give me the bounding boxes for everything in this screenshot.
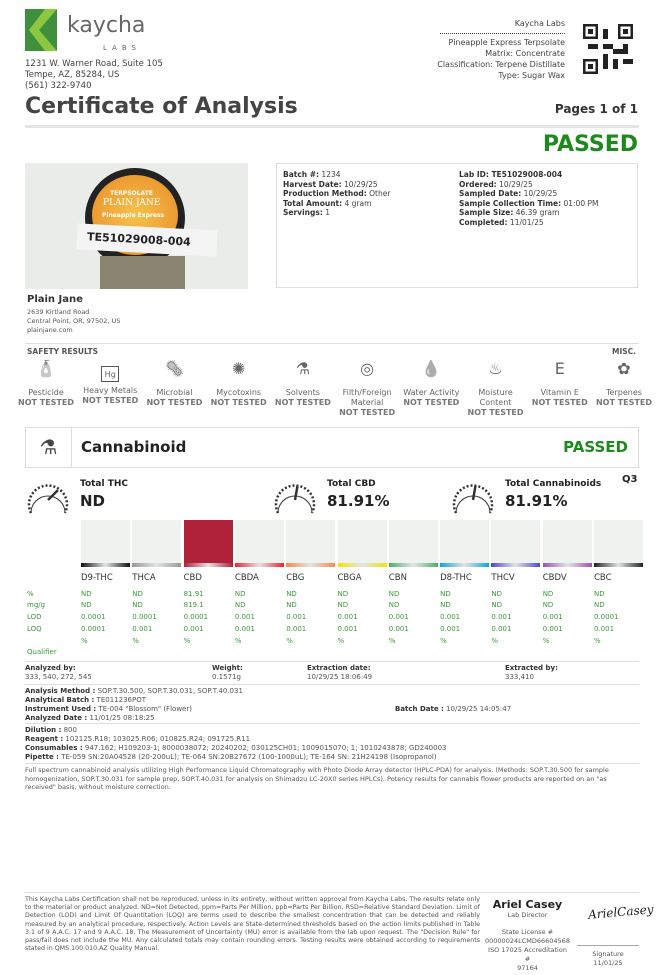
analyzed-by: 333, 540, 272, 545: [25, 673, 92, 681]
info-row: Servings: 1: [283, 208, 330, 217]
reagent: Reagent : 102125.R18; 103025.R06; 010825.R24; 091725.R11: [25, 735, 251, 743]
sample-photo: TERPSOLATE PLAIN JANE Pineapple Express TE51029008-004: [25, 163, 248, 289]
iso-accreditation: 97164: [517, 964, 538, 972]
safety-results-title: SAFETY RESULTS: [27, 347, 99, 356]
analyte-lod: 0.0001: [81, 613, 106, 621]
analyte-bar: [491, 520, 540, 563]
analyte-pct: 81.91: [183, 590, 204, 598]
analyte-loq: 0.001: [337, 625, 358, 633]
analyte-color-strip: [389, 563, 438, 567]
analyte-pct: ND: [440, 590, 451, 598]
cannabinoid-title: Cannabinoid: [81, 438, 187, 456]
analyte-unit: %: [388, 637, 396, 645]
info-row: Lab ID: TE51029008-004: [459, 170, 563, 179]
vitamin-e-icon: E: [554, 359, 565, 378]
analyte-lod: 0.001: [491, 613, 512, 621]
analyte-loq: 0.0001: [81, 625, 106, 633]
cannabinoid-status: PASSED: [563, 438, 628, 456]
lab-address-2: Tempe, AZ, 85284, US: [25, 70, 120, 80]
method-note: Full spectrum cannabinoid analysis utilizing High Performance Liquid Chromatography with Photo Diode Array detector (HPLC-PDA) for analysis. (Methods: SOP.T.30.500 for sample homogenization, SOP.T.30.031 for sample prep, SOP.T.40.031 for analysis on Shimadzu LC-20X0 series HPLCs). Potency results for cannabis flower products are reported on an "as received" basis, without moisture correction.: [25, 766, 609, 791]
analyte-name: CBDV: [542, 573, 567, 583]
analyte-lod: 0.001: [440, 613, 461, 621]
analyte-mgg: ND: [440, 601, 451, 609]
analyte-bar: [132, 520, 181, 563]
analyte-mgg: ND: [81, 601, 92, 609]
analyte-pct: ND: [594, 590, 605, 598]
weight: 0.1571g: [212, 673, 241, 681]
analyte-color-strip: [132, 563, 181, 567]
analyte-pct: ND: [234, 590, 246, 598]
analyte-bar: [440, 520, 489, 563]
analyte-unit: %: [491, 637, 499, 645]
analyte-color-strip: [286, 563, 335, 567]
analyte-lod: 0.001: [234, 613, 255, 621]
product-type: Type: Sugar Wax: [498, 71, 565, 80]
analyte-cbc: [594, 520, 645, 583]
analyte-pct: ND: [542, 590, 554, 598]
analyte-cbn: [389, 520, 440, 583]
client-website[interactable]: plainjane.com: [27, 326, 73, 334]
analytical-batch: Analytical Batch : TE011236POT: [25, 696, 146, 704]
classification: Classification: Terpene Distillate: [437, 60, 565, 69]
instrument-used: Instrument Used : TE-004 "Blossom" (Flower) Batch Date : 10/29/25 14:05:47: [25, 705, 512, 713]
batch-date: Batch Date : 10/29/25 14:05:47: [395, 705, 512, 713]
analyte-cbda: [235, 520, 286, 583]
info-row: Batch #: 1234: [283, 170, 341, 179]
row-label: Qualifier: [27, 648, 57, 656]
analyte-loq: 0.001: [183, 625, 204, 633]
safety-item-moisture-content: ♨ Moisture Content NOT TESTED: [466, 364, 526, 418]
info-row: Sampled Date: 10/29/25: [459, 189, 558, 198]
analyte-bar: [184, 520, 233, 563]
analyte-bar: [286, 520, 335, 563]
analyte-bar: [338, 520, 387, 563]
analyte-lod: 0.001: [286, 613, 307, 621]
safety-item-microbial: 🦠 Microbial NOT TESTED: [144, 364, 204, 418]
analyte-d9-thc: [81, 520, 132, 583]
analyte-cbd: [184, 520, 235, 583]
cannabinoid-panel: [25, 428, 639, 468]
page-title: Certificate of Analysis: [25, 94, 298, 119]
analyte-pct: ND: [132, 590, 143, 598]
analyte-unit: %: [337, 637, 345, 645]
analyte-mgg: 819.1: [183, 601, 204, 609]
drops-icon: ♨: [488, 359, 503, 378]
analyte-loq: 0.001: [132, 625, 153, 633]
virus-icon: ✺: [231, 359, 246, 378]
analyte-loq: 0.001: [491, 625, 512, 633]
overall-status: PASSED: [542, 132, 638, 157]
kaycha-logo: kaycha LABS: [25, 9, 155, 59]
product-name: Pineapple Express Terpsolate: [448, 38, 565, 47]
signer-name: Ariel Casey: [492, 898, 563, 911]
client-name: Plain Jane: [27, 294, 83, 305]
header-lab-name: Kaycha Labs: [514, 19, 565, 28]
analyte-d8-thc: [440, 520, 491, 583]
analyte-color-strip: [491, 563, 540, 567]
analyte-cbga: [338, 520, 389, 583]
analyte-bar: [81, 520, 130, 563]
safety-item-mycotoxins: ✺ Mycotoxins NOT TESTED: [209, 364, 269, 418]
lab-address-1: 1231 W. Warner Road, Suite 105: [25, 59, 163, 69]
analyte-lod: 0.001: [542, 613, 563, 621]
analyte-pct: ND: [388, 590, 400, 598]
analyte-color-strip: [543, 563, 592, 567]
analyte-mgg: ND: [234, 601, 246, 609]
analyte-loq: 0.001: [542, 625, 563, 633]
analyte-name: CBN: [388, 573, 407, 583]
safety-item-terpenes: ✿ Terpenes NOT TESTED: [594, 364, 654, 418]
analyte-loq: 0.001: [286, 625, 307, 633]
analyte-lod: 0.001: [337, 613, 358, 621]
analyte-name: D9-THC: [81, 573, 113, 583]
analyte-mgg: ND: [594, 601, 605, 609]
analyte-pct: ND: [286, 590, 297, 598]
analyte-mgg: ND: [388, 601, 400, 609]
matrix: Matrix: Concentrate: [485, 49, 565, 58]
dilution: Dilution : 800: [25, 726, 77, 734]
analyte-mgg: ND: [286, 601, 297, 609]
signature-date: 11/01/25: [593, 959, 623, 967]
sample-label: TE51029008-004: [86, 230, 192, 249]
analyte-loq: 0.001: [234, 625, 255, 633]
analyte-color-strip: [594, 563, 643, 567]
analyte-name: D8-THC: [440, 573, 472, 583]
row-label: %: [27, 590, 34, 598]
analysis-method: Analysis Method : SOP.T.30.500, SOP.T.30.031, SOP.T.40.031: [25, 687, 243, 695]
analyte-lod: 0.0001: [132, 613, 157, 621]
analyte-mgg: ND: [132, 601, 143, 609]
row-label: mg/g: [27, 601, 46, 609]
analyte-name: CBG: [286, 573, 305, 583]
analyte-unit: %: [542, 637, 550, 645]
state-license: 00000024LCMD66604568: [485, 937, 570, 945]
analyte-lod: 0.0001: [594, 613, 619, 621]
page-count: Pages 1 of 1: [554, 102, 638, 116]
analyte-name: THCA: [132, 573, 156, 583]
disclaimer: This Kaycha Labs Certification shall not be reproduced, unless in its entirety, without written approval from Kaycha Labs. The results relate only to the material or product analyzed. ND=Not Detected, ppm=Parts Per Million, ppb=Parts Per Billion, RSD=Relative Standard Deviation. Limit of Detection (LOD) and Limit Of Quantitation (LOQ) are terms used to describe the smallest concentration that can be detected and reliably measured by an analytical procedure, respectively. Action Levels are State-determined thresholds based on the action limits published in Table 3.1 of 9 A.A.C. 17 and 9 A.A.C. 18. The Measurement of Uncertainty (MU) error is available from the lab upon request. The "Decision Rule" for pass/fail does not include the MU. Any calculated totals may contain rounding errors. Testing results were obtained according to requirements stated in QMS.100.010.AZ Quality Manual.: [25, 896, 480, 953]
qr-code[interactable]: [583, 24, 633, 74]
info-row: Ordered: 10/29/25: [459, 179, 533, 189]
pipette: Pipette : TE-059 SN:20A04528 (20-200uL); TE-064 SN:20B27672 (100-1000uL); TE-164 SN: 21H24198 (Isopropanol): [25, 753, 437, 761]
signature-image: ArielCasey: [587, 902, 655, 922]
analyte-name: CBDA: [234, 573, 259, 583]
analyte-mgg: ND: [542, 601, 554, 609]
analyte-bar: [594, 520, 643, 563]
info-row: Harvest Date: 10/29/25: [283, 179, 378, 189]
analyte-pct: ND: [337, 590, 349, 598]
flask-icon: ⚗: [26, 428, 72, 467]
analyte-mgg: ND: [337, 601, 349, 609]
analyte-color-strip: [440, 563, 489, 567]
analyte-name: CBD: [183, 573, 202, 583]
analyte-cbdv: [543, 520, 594, 583]
analyte-cbg: [286, 520, 337, 583]
analyte-loq: 0.001: [388, 625, 409, 633]
info-row: Sample Size: 46.39 gram: [459, 208, 560, 217]
analyte-unit: %: [286, 637, 293, 645]
spray-bottle-icon: 🧴: [36, 359, 56, 378]
analyte-unit: %: [132, 637, 139, 645]
row-label: LOD: [27, 613, 42, 621]
analyte-color-strip: [338, 563, 387, 567]
safety-item-water-activity: 💧 Water Activity NOT TESTED: [403, 359, 460, 407]
analyte-color-strip: [184, 563, 233, 567]
analyte-name: CBGA: [337, 573, 362, 583]
row-label: LOQ: [27, 625, 42, 633]
analyte-name: CBC: [594, 573, 612, 583]
analyte-mgg: ND: [491, 601, 503, 609]
gauge-icon: [272, 477, 318, 521]
analyte-name: THCV: [491, 573, 515, 583]
analyte-unit: %: [440, 637, 447, 645]
gauge-icon: [450, 477, 496, 521]
safety-item-heavy-metals: Hg Heavy Metals NOT TESTED: [80, 364, 140, 418]
analyte-unit: %: [81, 637, 88, 645]
safety-item-vitamin-e: E Vitamin E NOT TESTED: [530, 364, 590, 418]
analyte-lod: 0.0001: [183, 613, 209, 621]
consumables: Consumables : 947.162; H109203-1; 8000038072; 20240202; 030125CH01; 1009015070; 1; 1010243878; GD240003: [25, 744, 447, 752]
analyte-bar: [389, 520, 438, 563]
analyte-thcv: [491, 520, 542, 583]
analyte-unit: %: [594, 637, 601, 645]
hg-icon: Hg: [101, 366, 119, 382]
lab-phone: (561) 322-9740: [25, 81, 92, 91]
misc-title: MISC.: [611, 347, 636, 356]
sample-info-box: [276, 163, 638, 288]
info-row: Production Method: Other: [283, 189, 391, 198]
info-row: Sample Collection Time: 01:00 PM: [459, 198, 599, 208]
analyzed-date: Analyzed Date : 11/01/25 08:18:25: [25, 714, 155, 722]
analyte-pct: ND: [81, 590, 92, 598]
filth-icon: ◎: [360, 359, 375, 378]
flask-icon: ⚗: [295, 359, 311, 378]
analyte-color-strip: [235, 563, 284, 567]
microbe-icon: 🦠: [164, 359, 185, 378]
analyte-loq: 0.001: [440, 625, 461, 633]
info-row: Completed: 11/01/25: [459, 217, 544, 227]
analyte-unit: %: [183, 637, 191, 645]
safety-item-filth-foreign-material: ◎ Filth/Foreign Material NOT TESTED: [337, 364, 397, 418]
analyte-pct: ND: [491, 590, 503, 598]
gauge-icon: [25, 477, 71, 521]
extracted-by: 333,410: [505, 673, 534, 681]
analyte-bar: [543, 520, 592, 563]
safety-item-solvents: ⚗ Solvents NOT TESTED: [273, 364, 333, 418]
analyte-color-strip: [81, 563, 130, 567]
analyte-thca: [132, 520, 183, 583]
analyte-lod: 0.001: [388, 613, 409, 621]
analyte-loq: 0.001: [594, 625, 615, 633]
extraction-date: 10/29/25 18:06:49: [307, 673, 373, 681]
safety-item-pesticide: 🧴 Pesticide NOT TESTED: [16, 364, 76, 418]
water-drop-icon: 💧: [421, 359, 442, 378]
analyte-unit: %: [234, 637, 242, 645]
info-row: Total Amount: 4 gram: [283, 198, 372, 208]
quarter-label: Q3: [622, 474, 638, 485]
terpene-icon: ✿: [617, 359, 631, 378]
analyte-bar: [235, 520, 284, 563]
